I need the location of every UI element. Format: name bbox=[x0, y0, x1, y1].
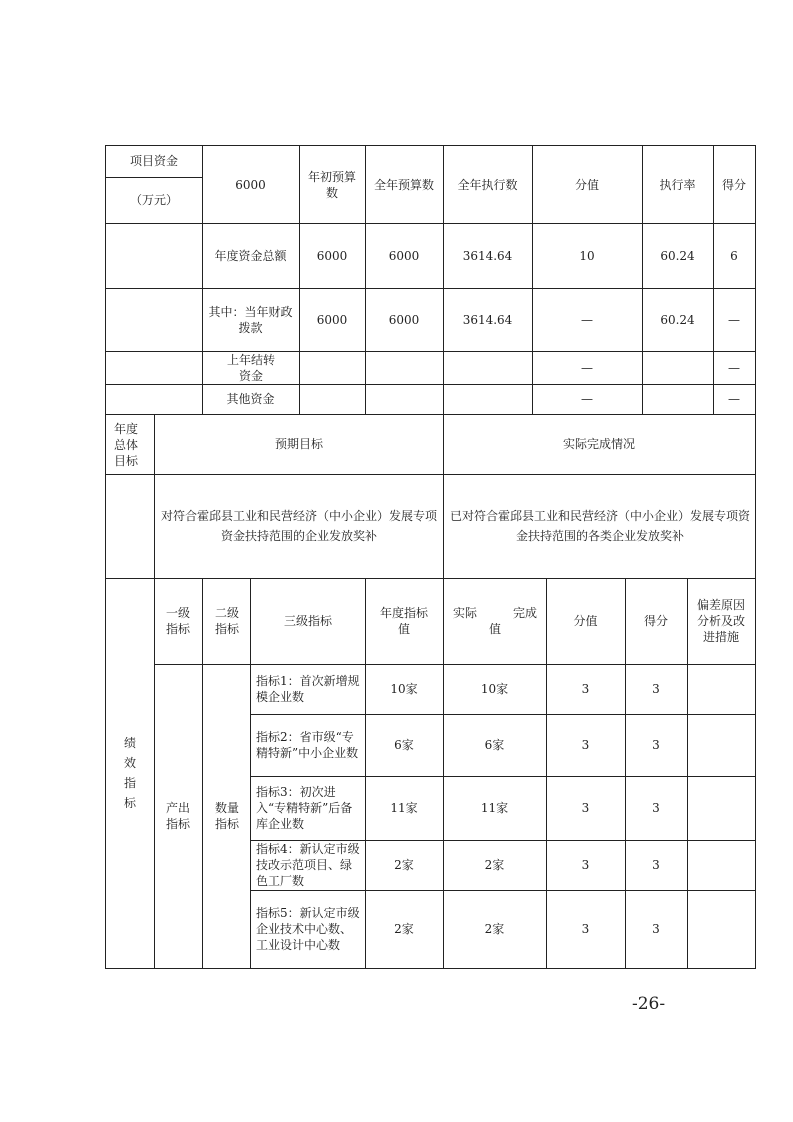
perf-row-value: 3 bbox=[581, 738, 590, 752]
funds-row-annual: 6000 bbox=[388, 312, 420, 327]
table-line bbox=[443, 578, 444, 968]
perf-row-score: 3 bbox=[652, 922, 660, 936]
goals-header-expected: 预期目标 bbox=[274, 437, 323, 451]
table-line bbox=[532, 145, 533, 414]
table-line bbox=[105, 177, 202, 178]
table-line bbox=[250, 714, 756, 715]
perf-side-label: 绩效指标 bbox=[123, 736, 136, 810]
funds-header-exec-rate: 执行率 bbox=[659, 177, 696, 192]
perf-header-score: 得分 bbox=[643, 614, 668, 628]
funds-row-label: 其他资金 bbox=[226, 392, 275, 406]
funds-row-score: — bbox=[728, 392, 740, 406]
perf-header-actual: 实际 完成值 bbox=[452, 606, 537, 636]
perf-row-actual: 2家 bbox=[484, 922, 505, 936]
perf-row-actual: 11家 bbox=[480, 801, 509, 815]
perf-header-target: 年度指标值 bbox=[380, 606, 429, 636]
goals-label: 年度总体目标 bbox=[113, 422, 138, 468]
perf-row-value: 3 bbox=[581, 922, 590, 936]
table-line bbox=[154, 414, 155, 578]
perf-level2-value: 数量指标 bbox=[214, 801, 239, 831]
perf-row-note bbox=[687, 776, 755, 840]
perf-row-actual: 6家 bbox=[484, 738, 505, 752]
perf-row-score: 3 bbox=[652, 801, 660, 815]
table-border-left bbox=[105, 145, 106, 969]
perf-header-level3: 三级指标 bbox=[283, 614, 332, 628]
perf-header-level1: 一级指标 bbox=[165, 606, 190, 636]
funds-item-label-1: 项目资金 bbox=[129, 154, 178, 168]
table-line bbox=[105, 414, 756, 415]
table-line bbox=[443, 414, 444, 578]
funds-row-label: 其中：当年财政拨款 bbox=[208, 304, 293, 335]
funds-row-value: — bbox=[581, 312, 593, 327]
funds-row-initial: 6000 bbox=[316, 312, 348, 327]
perf-row-target: 11家 bbox=[390, 801, 418, 815]
perf-row-value: 3 bbox=[581, 682, 590, 696]
funds-row-value: — bbox=[581, 360, 593, 375]
perf-row-target: 6家 bbox=[394, 738, 414, 752]
perf-row-score: 3 bbox=[652, 682, 660, 696]
perf-row-actual: 10家 bbox=[480, 682, 509, 696]
funds-row-value: 10 bbox=[579, 248, 595, 263]
funds-row-score: — bbox=[728, 360, 740, 375]
funds-row-rate: 60.24 bbox=[660, 248, 695, 263]
perf-row-note bbox=[687, 890, 755, 968]
table-line bbox=[202, 145, 203, 414]
table-line bbox=[642, 145, 643, 414]
perf-row-actual: 2家 bbox=[484, 858, 505, 872]
table-line bbox=[202, 578, 203, 968]
perf-level1-value: 产出指标 bbox=[165, 801, 190, 831]
funds-header-score-value: 分值 bbox=[574, 177, 599, 192]
table-line bbox=[365, 145, 366, 414]
perf-row-value: 3 bbox=[581, 858, 590, 872]
perf-row-note bbox=[687, 840, 755, 890]
table-border-right bbox=[755, 145, 756, 969]
perf-row-name: 指标4：新认定市级技改示范项目、绿色工厂数 bbox=[256, 842, 360, 888]
table-line bbox=[687, 578, 688, 968]
perf-header-value: 分值 bbox=[573, 614, 598, 628]
goals-actual-text: 已对符合霍邱县工业和民营经济（中小企业）发展专项资金扶持范围的各类企业发放奖补 bbox=[449, 509, 750, 543]
table-border-bottom bbox=[105, 968, 756, 969]
perf-row-name: 指标5：新认定市级企业技术中心数、工业设计中心数 bbox=[256, 906, 360, 952]
perf-row-name: 指标3：初次进入“专精特新”后备库企业数 bbox=[256, 785, 353, 831]
perf-row-target: 10家 bbox=[390, 682, 418, 696]
table-line bbox=[443, 145, 444, 414]
table-line bbox=[713, 145, 714, 414]
table-line bbox=[250, 776, 756, 777]
funds-row-value: — bbox=[581, 392, 593, 406]
funds-row-label: 上年结转资金 bbox=[226, 352, 275, 383]
page-number: -26- bbox=[632, 994, 666, 1014]
funds-header-initial-budget: 年初预算数 bbox=[307, 169, 356, 200]
funds-row-initial: 6000 bbox=[316, 248, 348, 263]
funds-amount: 6000 bbox=[235, 177, 266, 192]
funds-header-annual-budget: 全年预算数 bbox=[373, 177, 434, 192]
perf-row-target: 2家 bbox=[394, 858, 414, 872]
table-line bbox=[250, 578, 251, 968]
funds-row-exec: 3614.64 bbox=[462, 312, 513, 327]
funds-item-label-2: （万元） bbox=[129, 193, 178, 207]
funds-row-score: — bbox=[728, 312, 740, 327]
funds-row-score: 6 bbox=[730, 248, 738, 263]
perf-header-deviation: 偏差原因分析及改进措施 bbox=[696, 598, 745, 644]
funds-row-exec: 3614.64 bbox=[462, 248, 513, 263]
perf-row-score: 3 bbox=[652, 858, 660, 872]
perf-header-level2: 二级指标 bbox=[214, 606, 239, 636]
perf-row-value: 3 bbox=[581, 801, 590, 815]
funds-header-annual-exec: 全年执行数 bbox=[457, 177, 518, 192]
perf-row-score: 3 bbox=[652, 738, 660, 752]
table-line bbox=[546, 578, 547, 968]
perf-row-note bbox=[687, 714, 755, 776]
table-line bbox=[250, 890, 756, 891]
goals-header-actual: 实际完成情况 bbox=[562, 437, 635, 451]
perf-row-name: 指标2：省市级“专精特新”中小企业数 bbox=[256, 730, 359, 760]
table-line bbox=[365, 578, 366, 968]
table-line bbox=[299, 145, 300, 414]
table-line bbox=[105, 474, 756, 475]
funds-row-rate: 60.24 bbox=[660, 312, 695, 327]
funds-row-label: 年度资金总额 bbox=[214, 248, 287, 263]
funds-row-annual: 6000 bbox=[388, 248, 420, 263]
table-line bbox=[154, 578, 155, 968]
goals-expected-text: 对符合霍邱县工业和民营经济（中小企业）发展专项资金扶持范围的企业发放奖补 bbox=[160, 509, 437, 543]
table-line bbox=[154, 664, 756, 665]
table-line bbox=[625, 578, 626, 968]
perf-row-target: 2家 bbox=[394, 922, 414, 936]
funds-header-score: 得分 bbox=[721, 177, 746, 192]
perf-row-name: 指标1：首次新增规模企业数 bbox=[256, 674, 360, 704]
table-line bbox=[250, 840, 756, 841]
perf-row-note bbox=[687, 664, 755, 714]
